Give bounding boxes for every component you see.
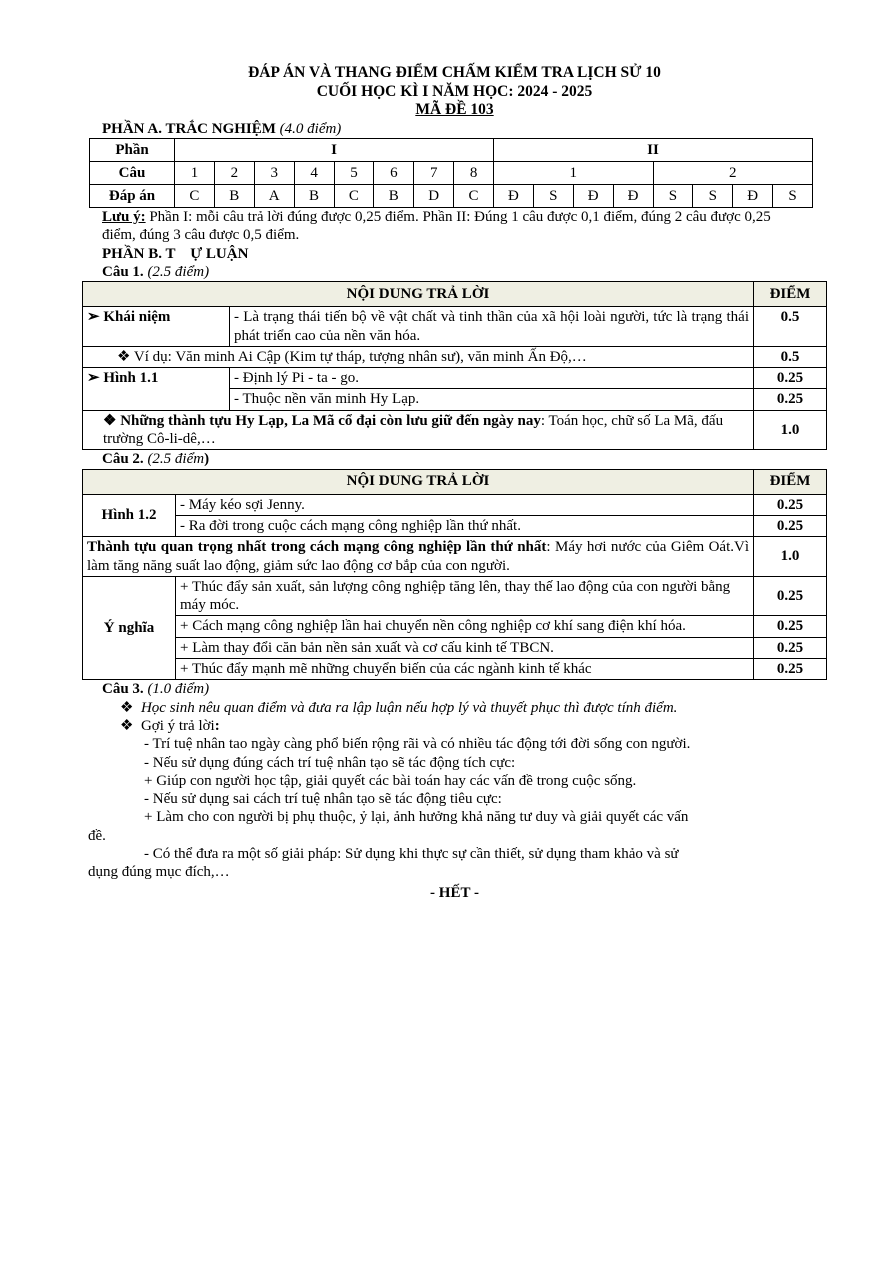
q1-concept-label: ➢ Khái niệm bbox=[83, 307, 230, 347]
mc-label-answer: Đáp án bbox=[90, 185, 175, 208]
question-3-heading bbox=[102, 680, 827, 698]
mc-answer: C bbox=[175, 185, 215, 208]
q2-meaning-text: + Cách mạng công nghiệp lần hai chuyển nền công nghiệp cơ khí sang điện khí hóa. bbox=[176, 616, 754, 637]
q1-figure-points-b: 0.25 bbox=[754, 389, 827, 410]
answer-key-page bbox=[82, 64, 827, 902]
q1-concept-text: - Là trạng thái tiến bộ về vật chất và tinh thần của xã hội loài người, tức là trạng thái phát triển cao của nền văn hóa. bbox=[230, 307, 754, 347]
part-a-heading bbox=[102, 120, 827, 138]
q3-hint-text: Gợi ý trả lời bbox=[140, 717, 215, 734]
q1-figure-label: ➢ Hình 1.1 bbox=[83, 368, 230, 411]
mc-question: 3 bbox=[254, 162, 294, 185]
q3-line-continued: dụng đúng mục đích,… bbox=[88, 864, 230, 881]
q2-meaning-text: + Thúc đẩy sản xuất, sản lượng công nghiệp tăng lên, thay thế lao động của con người bằng máy móc. bbox=[176, 576, 754, 616]
q2-meaning-label: Ý nghĩa bbox=[83, 576, 176, 679]
mc-label-question: Câu bbox=[90, 162, 175, 185]
q1-concept-points: 0.5 bbox=[754, 307, 827, 347]
question-1-heading bbox=[102, 263, 827, 281]
q2-meaning-text: + Làm thay đổi căn bản nền sản xuất và cơ cấu kinh tế TBCN. bbox=[176, 637, 754, 658]
q1-achievement-cell bbox=[83, 410, 754, 450]
mc-label-part: Phần bbox=[90, 139, 175, 162]
part-a-points: (4.0 điểm) bbox=[279, 120, 342, 137]
mc-question: 6 bbox=[374, 162, 414, 185]
mc-answer: D bbox=[414, 185, 454, 208]
mc-answer: C bbox=[454, 185, 494, 208]
q2-meaning-points: 0.25 bbox=[754, 637, 827, 658]
mc-answer: C bbox=[334, 185, 374, 208]
note-text: Phần I: mỗi câu trả lời đúng được 0,25 điểm. Phần II: Đúng 1 câu được 0,1 điểm, đúng 2 câu được 0,25 điểm, đúng 3 câu được 0,5 điểm. bbox=[102, 209, 771, 244]
mc-row-answer bbox=[90, 185, 813, 208]
question-2-table bbox=[82, 469, 827, 681]
exam-code: MÃ ĐỀ 103 bbox=[415, 101, 494, 119]
q3-bullet-hint bbox=[120, 717, 827, 735]
header-title: ĐÁP ÁN VÀ THANG ĐIỂM CHẤM KIỂM TRA LỊCH SỬ 10 bbox=[248, 64, 661, 81]
q3-criteria-text: Học sinh nêu quan điểm và đưa ra lập luận nếu hợp lý và thuyết phục thì được tính điểm. bbox=[140, 699, 678, 716]
q2-achievement-text: : Máy hơi nước của Giêm Oát.Vì làm tăng năng suất lao động, giảm sức lao động cơ bắp của con người. bbox=[87, 539, 750, 574]
q3-hint-colon: : bbox=[214, 717, 220, 734]
q1-example-row bbox=[83, 346, 827, 367]
q2-figure-answer-a: - Máy kéo sợi Jenny. bbox=[176, 494, 754, 515]
q1-figure-row-a bbox=[83, 368, 827, 389]
q1-header-points: ĐIỂM bbox=[754, 282, 827, 307]
diamond-bullet-icon: ❖ bbox=[120, 717, 134, 734]
q2-figure-row-b bbox=[83, 515, 827, 536]
q2-header-content: NỘI DUNG TRẢ LỜI bbox=[83, 469, 754, 494]
q3-line: + Giúp con người học tập, giải quyết các bài toán hay các vấn đề trong cuộc sống. bbox=[144, 772, 637, 789]
q3-bullet-criteria bbox=[120, 699, 827, 717]
mc-question: 7 bbox=[414, 162, 454, 185]
q1-figure-answer-b: - Thuộc nền văn minh Hy Lạp. bbox=[230, 389, 754, 410]
mc-question: 2 bbox=[214, 162, 254, 185]
part-a-title: PHẦN A. TRẮC NGHIỆM bbox=[102, 120, 276, 137]
q2-figure-answer-b: - Ra đời trong cuộc cách mạng công nghiệp lần thứ nhất. bbox=[176, 515, 754, 536]
q2-label: Câu 2. bbox=[102, 451, 144, 468]
header-term: CUỐI HỌC KÌ I NĂM HỌC: 2024 - 2025 bbox=[316, 82, 593, 100]
q2-figure-points-b: 0.25 bbox=[754, 515, 827, 536]
q1-example-points: 0.5 bbox=[754, 346, 827, 367]
q1-label: Câu 1. bbox=[102, 263, 144, 280]
mc-tf-answer: S bbox=[773, 185, 813, 208]
mc-question: 5 bbox=[334, 162, 374, 185]
q1-header-row bbox=[83, 282, 827, 307]
question-2-heading bbox=[102, 450, 827, 468]
q2-achievement-cell bbox=[83, 537, 754, 577]
q2-meaning-row bbox=[83, 659, 827, 680]
q2-figure-row-a bbox=[83, 494, 827, 515]
mc-question: 1 bbox=[175, 162, 215, 185]
mc-answer: B bbox=[294, 185, 334, 208]
q2-points-close: ) bbox=[204, 451, 210, 468]
q1-points: (2.5 điểm) bbox=[147, 263, 210, 280]
q2-meaning-points: 0.25 bbox=[754, 616, 827, 637]
q2-figure-label: Hình 1.2 bbox=[83, 494, 176, 537]
q2-meaning-row bbox=[83, 637, 827, 658]
q1-figure-answer-a: - Định lý Pi - ta - go. bbox=[230, 368, 754, 389]
q1-example-text: ❖ Ví dụ: Văn minh Ai Cập (Kim tự tháp, tượng nhân sư), văn minh Ấn Độ,… bbox=[83, 346, 754, 367]
mc-tf-question: 1 bbox=[494, 162, 654, 185]
question-1-table bbox=[82, 281, 827, 450]
q3-line: - Nếu sử dụng sai cách trí tuệ nhân tạo sẽ tác động tiêu cực: bbox=[144, 791, 502, 808]
q2-figure-points-a: 0.25 bbox=[754, 494, 827, 515]
multiple-choice-table bbox=[89, 138, 813, 208]
mc-tf-answer: S bbox=[693, 185, 733, 208]
q2-points: (2.5 điểm bbox=[147, 451, 205, 468]
mc-answer: B bbox=[214, 185, 254, 208]
mc-answer: B bbox=[374, 185, 414, 208]
q3-line: - Có thể đưa ra một số giải pháp: Sử dụng khi thực sự cần thiết, sử dụng tham khảo và sử bbox=[144, 845, 679, 862]
q2-achievement-row bbox=[83, 537, 827, 577]
mc-answer: A bbox=[254, 185, 294, 208]
diamond-bullet-icon: ❖ bbox=[120, 699, 134, 716]
mc-tf-answer: Đ bbox=[613, 185, 653, 208]
q2-meaning-points: 0.25 bbox=[754, 659, 827, 680]
q1-achievement-text: : Toán học, chữ số La Mã, đấu trường Cô-li-dê,… bbox=[103, 412, 724, 448]
mc-tf-answer: S bbox=[533, 185, 573, 208]
q1-figure-points-a: 0.25 bbox=[754, 368, 827, 389]
q3-line: - Trí tuệ nhân tao ngày càng phổ biến rộng rãi và có nhiều tác động tới đời sống con người. bbox=[144, 736, 691, 753]
q2-header-row bbox=[83, 469, 827, 494]
q2-achievement-points: 1.0 bbox=[754, 537, 827, 577]
mc-tf-answer: S bbox=[653, 185, 693, 208]
mc-part-1: I bbox=[175, 139, 494, 162]
mc-tf-answer: Đ bbox=[494, 185, 534, 208]
end-marker: - HẾT - bbox=[430, 884, 479, 901]
mc-question: 8 bbox=[454, 162, 494, 185]
q2-header-points: ĐIỂM bbox=[754, 469, 827, 494]
q3-line: - Nếu sử dụng đúng cách trí tuệ nhân tạo sẽ tác động tích cực: bbox=[144, 754, 516, 771]
q2-achievement-heading: Thành tựu quan trọng nhất trong cách mạng công nghiệp lần thứ nhất bbox=[87, 539, 547, 556]
mc-part-2: II bbox=[494, 139, 813, 162]
mc-tf-answer: Đ bbox=[573, 185, 613, 208]
q1-achievement-heading: ❖ Những thành tựu Hy Lạp, La Mã cổ đại còn lưu giữ đến ngày nay bbox=[103, 412, 541, 429]
q2-meaning-text: + Thúc đẩy mạnh mẽ những chuyển biến của các ngành kinh tế khác bbox=[176, 659, 754, 680]
q2-meaning-row bbox=[83, 576, 827, 616]
q2-meaning-row bbox=[83, 616, 827, 637]
document-header bbox=[82, 64, 827, 120]
q1-concept-row bbox=[83, 307, 827, 347]
q1-header-content: NỘI DUNG TRẢ LỜI bbox=[83, 282, 754, 307]
mc-row-question bbox=[90, 162, 813, 185]
q1-achievement-row bbox=[83, 410, 827, 450]
q2-meaning-points: 0.25 bbox=[754, 576, 827, 616]
part-b-heading: PHẦN B. T Ự LUẬN bbox=[102, 245, 249, 262]
mc-question: 4 bbox=[294, 162, 334, 185]
mc-tf-question: 2 bbox=[653, 162, 813, 185]
q3-points: (1.0 điểm) bbox=[147, 681, 210, 698]
mc-row-part bbox=[90, 139, 813, 162]
q3-line-continued: đề. bbox=[88, 827, 106, 844]
scoring-note bbox=[102, 208, 802, 245]
mc-tf-answer: Đ bbox=[733, 185, 773, 208]
q3-label: Câu 3. bbox=[102, 681, 144, 698]
q1-achievement-points: 1.0 bbox=[754, 410, 827, 450]
q3-line: + Làm cho con người bị phụ thuộc, ỷ lại, ảnh hưởng khả năng tư duy và giải quyết các vấn bbox=[144, 809, 689, 826]
note-label: Lưu ý: bbox=[102, 209, 146, 226]
